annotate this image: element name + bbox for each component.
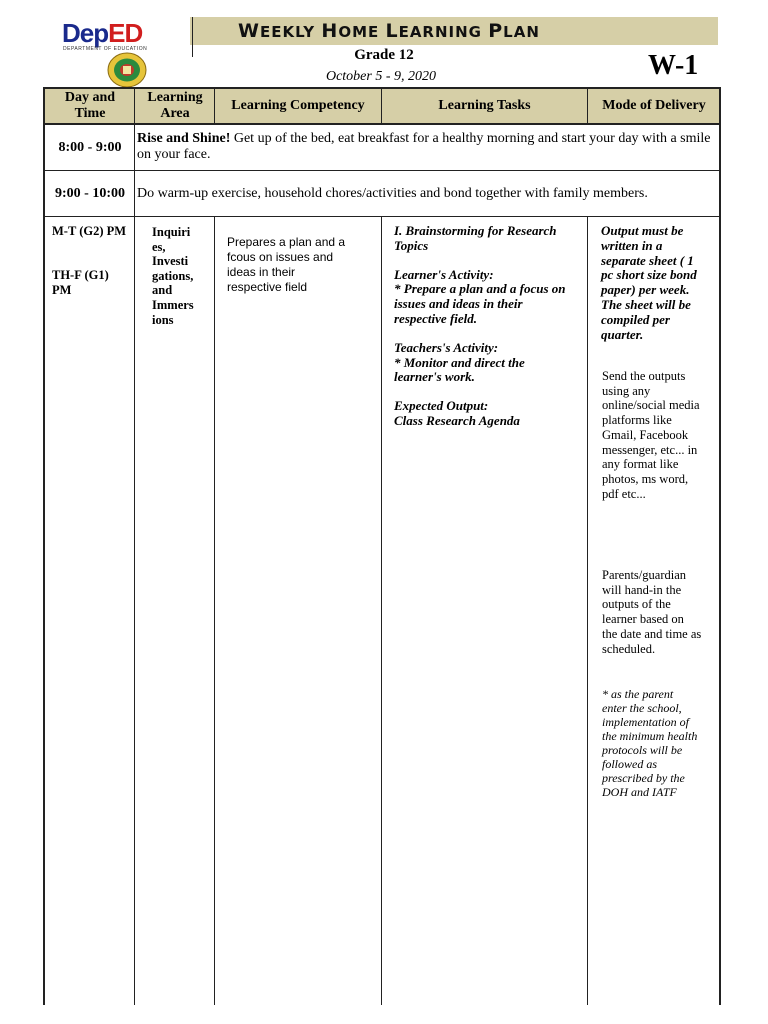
row3-day-1: M-T (G2) PM [52,224,127,238]
row3-competency: Prepares a plan and a fcous on issues and ideas in their respective field [227,235,346,294]
week-code: W-1 [648,50,699,81]
column-header-learning-tasks: Learning Tasks [438,98,531,113]
delivery-parents-note: Parents/guardian will hand-in the outputs of the learner based on the date and time as scheduled. [602,568,702,656]
row1-activity [137,131,717,163]
delivery-send-note: Send the outputs using any online/social media platforms like Gmail, Facebook messenger, etc... in any format like photos, ms word, pdf etc... [602,369,700,501]
teacher-activity-label: Teachers's Activity: [394,339,499,355]
grid-line [214,216,215,1005]
grid-line [134,87,135,1005]
grid-line [43,123,721,125]
row1-time: 8:00 - 9:00 [58,140,122,155]
learner-activity-label: Learner's Activity: [394,266,494,282]
row1-text: Get up of the bed, eat breakfast for a healthy morning and start your day with a smile on your face. [137,131,711,162]
row1-lead: Rise and Shine! [137,131,231,146]
row3-learning-area: Inquiri es, Investi gations, and Immers ions [152,225,194,327]
row3-learning-tasks [394,224,572,429]
expected-output-text: Class Research Agenda [394,412,520,428]
teacher-activity-text: * Monitor and direct the learner's work. [394,354,525,385]
delivery-protocol-note: * as the parent enter the school, implementation of the minimum health protocols will be followed as prescribed by the DOH and IATF [602,687,698,799]
grid-line [587,216,588,1005]
grid-line [381,87,382,124]
delivery-output-note: Output must be written in a separate sheet ( 1 pc short size bond paper) per week. The sheet will be compiled per quarter. [601,223,697,342]
grid-line [381,216,382,1005]
page-title: WEEKLY HOME LEARNING PLAN [238,20,540,42]
column-header-learning-competency: Learning Competency [231,98,365,113]
grid-line [43,87,721,89]
logo-subtitle: DEPARTMENT OF EDUCATION [63,46,148,52]
column-header-day-time: Day and Time [64,90,116,121]
row2-time: 9:00 - 10:00 [55,186,125,201]
learner-activity-text: * Prepare a plan and a focus on issues and ideas in their respective field. [394,281,566,326]
grade-label: Grade 12 [354,47,414,63]
tasks-heading: I. Brainstorming for Research Topics [394,223,557,253]
expected-output-label: Expected Output: [394,398,489,414]
grid-line [587,87,588,124]
grid-line [214,87,215,124]
column-header-mode-of-delivery: Mode of Delivery [602,98,706,113]
deped-logo: DepED [62,18,143,48]
column-header-learning-area: Learning Area [147,90,203,121]
date-range: October 5 - 9, 2020 [325,69,437,84]
grid-line [43,87,45,1005]
row2-activity: Do warm-up exercise, household chores/activities and bond together with family members. [137,186,648,201]
grid-line [719,87,721,1005]
grid-line [43,170,721,171]
grid-line [43,216,721,217]
row3-day-2: TH-F (G1) PM [52,268,109,297]
